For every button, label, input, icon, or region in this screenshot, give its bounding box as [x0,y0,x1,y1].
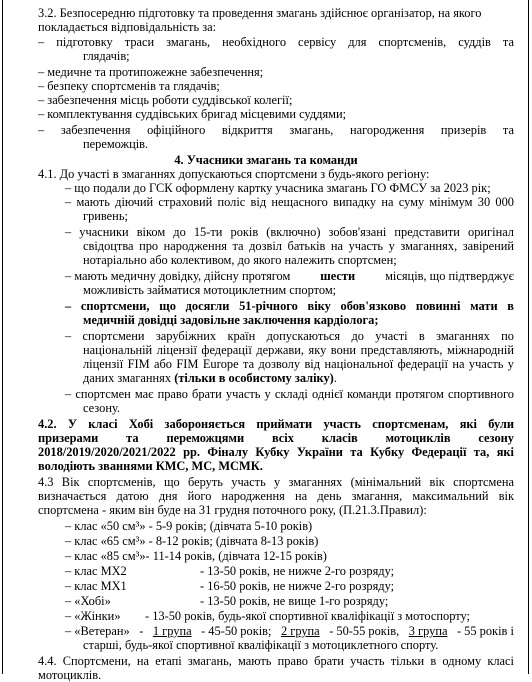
s43-class-row [65,595,111,608]
class-age: - 11-14 років, (дівчата 12-15 років) [145,549,327,563]
class-age: - 13-50 років, не вище 1-го розряду; [200,594,389,608]
section-4-title: 4. Учасники змагань та команди [174,153,358,167]
class-age: - 8-12 років; (дівчата 8-13 років) [145,534,319,548]
s41-medical-line [65,270,514,283]
class-name: – «Жінки» [65,609,121,623]
veteran-dash: - [139,624,144,638]
s41-line: – спортсмен має право брати участь у складі однієї команди протягом спортивного [65,387,514,401]
s41-line-cont: нотаріально або колективом, до якого належить спортсмен; [83,253,397,267]
s44-line: мотоциклів. [38,668,102,682]
s41-line: – що подали до ГСК оформлену картку учасника змагань ГО ФМСУ за 2023 рік; [65,181,491,195]
s43-class-row [65,520,312,533]
s41-medical-b: місяців, що підтверджує [385,269,514,283]
s32-line-1: 3.2. Безпосередню підготовку та проведення змагань здійснює організатор, на якого [38,6,482,20]
s43-class-row [65,610,121,623]
veteran-age-3: - 55 років і [456,624,514,638]
s41-line-cont: гривень; [83,209,128,223]
class-name: – клас «85 см³» [65,549,146,563]
s41-line: – спортсмени зарубіжних країн допускаються до участі в змаганнях по [65,329,514,343]
class-name: – клас «50 см³» [65,519,146,533]
class-name: – клас «65 см³» [65,534,146,548]
s41-line-cont: сезону. [83,401,121,415]
s43-class-row [65,580,127,593]
s32-item: – забезпечення місць роботи суддівської колегії; [38,93,293,107]
s41-foreign-dot: . [333,371,337,385]
s42-line: призерами та переможцями всіх класів мотоциклів сезону [38,431,514,445]
s32-item: – безпеку спортсменів та глядачів; [38,79,220,93]
s32-item: – медичне та протипожежне забезпечення; [38,65,264,79]
veteran-group-3: 3 група [408,624,448,638]
s41-line-cont: національній ліцензії федерації держави, яку вони представляють, міжнародній [83,343,514,357]
s41-intro: 4.1. До участі в змаганнях допускаються спортсмени з будь-якого регіону: [38,167,430,181]
class-age: - 13-50 років, не нижче 2-го розряду; [200,564,395,578]
s43-line: спортсмена - яким він буде на 31 грудня поточного року, (П.21.3.Правил): [38,503,427,517]
s41-foreign-end [83,372,337,385]
s41-foreign-a: даних змаганнях [83,371,172,385]
s43-class-row [65,550,327,563]
s43-line: 4.3 Вік спортсменів, що беруть участь у змаганнях (мінімальний вік спортсмена [38,475,514,489]
class-name: – клас МХ1 [65,579,127,593]
veteran-group-2: 2 група [280,624,320,638]
veteran-name: – «Ветеран» [65,624,130,638]
s32-item: – забезпечення офіційного відкриття змагань, нагородження призерів та [38,123,514,137]
s32-item: – комплектування суддівських бригад місцевими суддями; [38,107,347,121]
s43-class-row [65,535,318,548]
s42-line: 2018/2019/2020/2021/2022 рр. Фіналу Кубку України та Кубку Федерації та, які [38,445,514,459]
veteran-age-2: - 50-55 років, [329,624,400,638]
s41-line-cont: ліцензії FIM або FIM Europe та дозволу від національної федерації на участь у [83,357,514,371]
s41-line-cont: можливість займатися мотоциклетним спортом; [83,283,337,297]
s41-medical-a: – мають медичну довідку, дійсну протягом [65,269,291,283]
s32-item: – підготовку траси змагань, необхідного сервісу для спортсменів, суддів та [38,35,514,49]
s41-line: – учасники віком до 15-ти років (включно) зобов'язані представити оригінал [65,225,514,239]
s41-line-cont: свідоцтва про народження та дозвіл батьків на участь у змаганнях, завірений [83,239,514,253]
class-name: – «Хобі» [65,594,111,608]
s43-line: визначається датою дня його народження на день змагання, максимальний вік [38,489,514,503]
s42-line: 4.2. У класі Хобі забороняється приймати участь спортсменам, які були [38,417,514,431]
s32-line-2: покладається відповідальність за: [38,20,217,34]
s41-cardiology: – спортсмени, що досягли 51-річного віку обов'язково повинні мати в [65,299,514,313]
s41-line: – мають діючий страховий поліс від нещасного випадку на суму мінімум 30 000 [65,195,514,209]
s41-medical-six: шести [320,269,356,283]
s44-line: 4.4. Спортсмени, на етапі змагань, мають право брати участь тільки в одному класі [38,654,514,668]
s32-item-cont: переможців. [83,137,149,151]
veteran-line-2: старші, будь-якої спортивної кваліфікації з мотоциклетного спорту. [83,638,439,652]
page-border-right [528,0,529,674]
class-age: - 5-9 років; (дівчата 5-10 років) [145,519,313,533]
veteran-group-1: 1 група [152,624,192,638]
class-name: – клас МХ2 [65,564,127,578]
s32-item-cont: глядачів; [83,49,130,63]
class-age: - 16-50 років, не нижче 2-го розряду; [200,579,395,593]
s43-veteran-row [65,625,514,638]
s42-line: володіють званнями КМС, МС, МСМК. [38,459,263,473]
veteran-age-1: - 45-50 років; [201,624,272,638]
s41-cardiology-cont: медичній довідці задовільне заключення кардіолога; [83,313,379,327]
class-age: - 13-50 років, будь-якої спортивної кваліфікації з мотоспорту; [145,609,470,623]
page-border-left [2,0,3,674]
s43-class-row [65,565,127,578]
s41-foreign-bold: (тільки в особистому заліку) [174,371,334,385]
